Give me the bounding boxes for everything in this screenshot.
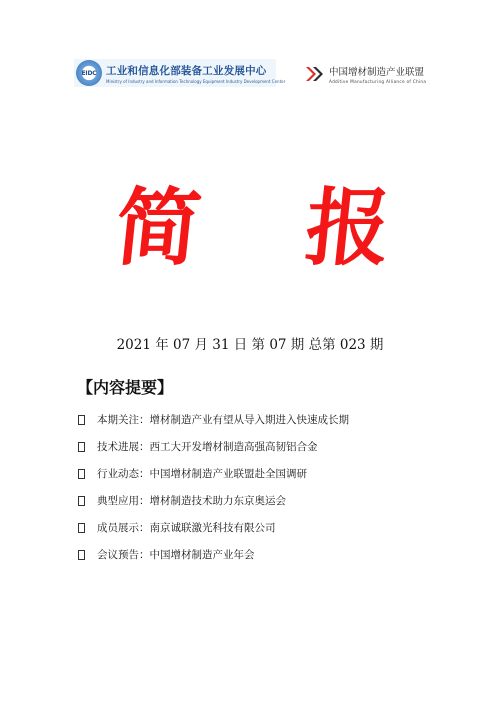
eidc-logo <box>74 59 286 87</box>
toc-item <box>78 460 349 487</box>
checkbox-bullet-icon <box>78 550 85 560</box>
toc-item <box>78 541 349 568</box>
toc-item-text: 南京诚联激光科技有限公司 <box>149 522 276 534</box>
checkbox-bullet-icon <box>78 469 85 479</box>
toc-item <box>78 514 349 541</box>
toc-item <box>78 406 349 433</box>
toc-item-text: 中国增材制造产业年会 <box>149 549 255 561</box>
toc-heading: 【内容提要】 <box>77 378 174 397</box>
toc-item-label: 行业动态： <box>97 468 150 480</box>
checkbox-bullet-icon <box>78 523 85 533</box>
toc-item-label: 成员展示： <box>97 522 150 534</box>
issue-line: 2021 年 07 月 31 日 第 07 期 总第 023 期 <box>116 337 384 353</box>
title-char-2: 报 <box>300 178 396 277</box>
bulletin-title <box>0 178 500 278</box>
eidc-seal-icon: EIDC <box>76 60 102 86</box>
toc-item-label: 会议预告： <box>97 549 150 561</box>
toc-item <box>78 433 349 460</box>
toc-item-label: 典型应用： <box>97 495 150 507</box>
title-char-1: 简 <box>110 178 206 277</box>
eidc-name-en: Ministry of Industry and Information Technology Equipment Industry Development Center <box>106 78 286 84</box>
toc-item-text: 增材制造产业有望从导入期进入快速成长期 <box>149 414 349 426</box>
amac-name-en: Additive Manufacturing Alliance of China <box>329 79 427 84</box>
checkbox-bullet-icon <box>78 415 85 425</box>
toc-item-label: 技术进展： <box>97 441 150 453</box>
amac-chevron-icon <box>305 65 323 83</box>
toc-item-label: 本期关注： <box>97 414 150 426</box>
toc-item-text: 西工大开发增材制造高强高韧铝合金 <box>149 441 318 453</box>
checkbox-bullet-icon <box>78 442 85 452</box>
checkbox-bullet-icon <box>78 496 85 506</box>
amac-logo <box>305 64 426 84</box>
toc-list <box>78 406 349 568</box>
toc-item-text: 增材制造技术助力东京奥运会 <box>149 495 286 507</box>
amac-name-cn: 中国增材制造产业联盟 <box>329 67 425 78</box>
eidc-name-cn: 工业和信息化部装备工业发展中心 <box>106 64 267 77</box>
toc-item <box>78 487 349 514</box>
toc-item-text: 中国增材制造产业联盟赴全国调研 <box>149 468 307 480</box>
